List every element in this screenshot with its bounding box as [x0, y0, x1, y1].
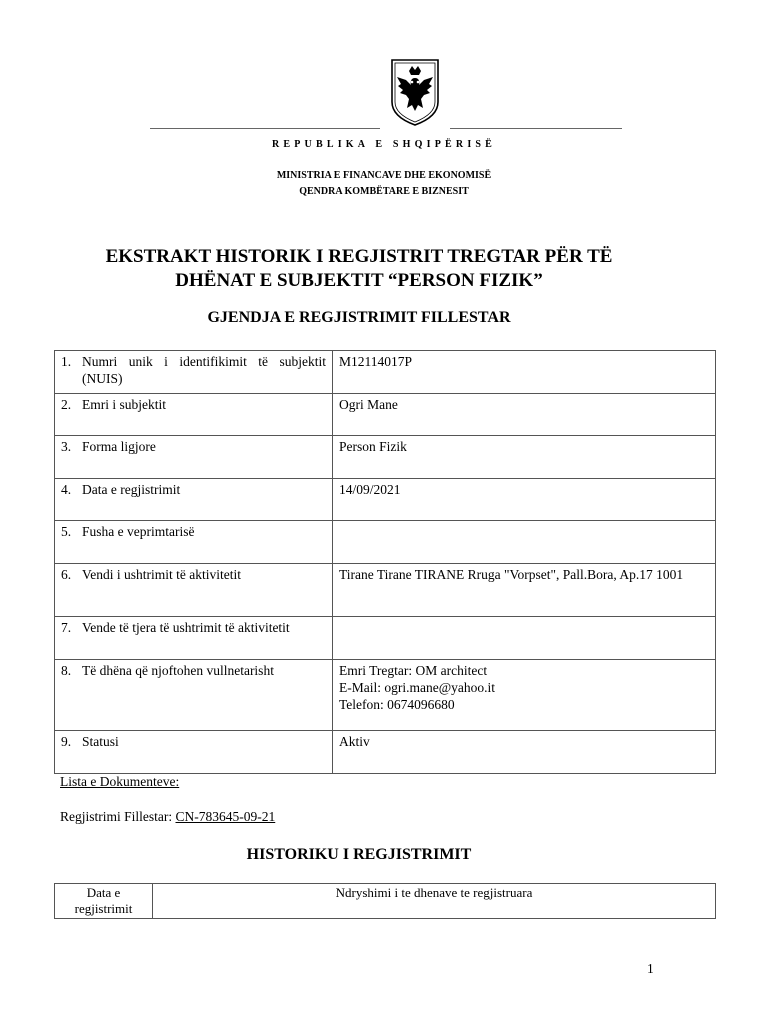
field-number: 4.: [61, 482, 72, 497]
field-value: Aktiv: [339, 734, 370, 749]
history-col-date: Data e regjistrimit: [55, 884, 153, 919]
field-label-cell: [55, 479, 333, 521]
field-number: 3.: [61, 439, 72, 454]
field-label-cell: [55, 660, 333, 731]
table-row: [55, 351, 716, 394]
table-row: [55, 617, 716, 660]
table-row: [55, 660, 716, 731]
field-value-cell: [333, 564, 716, 617]
field-value-cell: [333, 617, 716, 660]
table-row: [55, 521, 716, 564]
field-label-cell: [55, 394, 333, 436]
field-number: 9.: [61, 734, 72, 749]
ministry-name: MINISTRIA E FINANCAVE DHE EKONOMISË: [276, 170, 492, 181]
field-value-cell: [333, 731, 716, 774]
document-title: [0, 245, 718, 293]
table-row: [55, 479, 716, 521]
field-label-cell: [55, 351, 333, 394]
table-row: [55, 394, 716, 436]
field-value: Telefon: 0674096680: [339, 697, 455, 712]
document-title-line2: DHËNAT E SUBJEKTIT “PERSON FIZIK”: [175, 270, 543, 291]
field-value-cell: [333, 351, 716, 394]
field-number: 1.: [61, 354, 72, 369]
table-row: [55, 731, 716, 774]
page-number: 1: [647, 961, 654, 976]
field-value: E-Mail: ogri.mane@yahoo.it: [339, 680, 496, 695]
history-table: [54, 883, 716, 919]
table-row: [55, 564, 716, 617]
field-label: Vendi i ushtrimit të aktivitetit: [82, 567, 241, 582]
field-label: Vende të tjera të ushtrimit të aktivitetit: [82, 620, 290, 635]
header-rule-right: [450, 128, 622, 129]
field-label: Data e regjistrimit: [82, 482, 181, 497]
field-value-cell: [333, 479, 716, 521]
field-label: Numri unik i identifikimit të subjektit (NUIS): [82, 354, 326, 386]
initial-registration-line: [60, 809, 275, 825]
field-value-cell: [333, 394, 716, 436]
republika-heading: REPUBLIKA E SHQIPËRISË: [271, 139, 497, 150]
field-value: Tirane Tirane TIRANE Rruga "Vorpset", Pall.Bora, Ap.17 1001: [339, 567, 684, 582]
field-value: Ogri Mane: [339, 397, 398, 412]
business-center-name: QENDRA KOMBËTARE E BIZNESIT: [299, 186, 469, 197]
history-header-row: [55, 884, 716, 919]
field-number: 7.: [61, 620, 72, 635]
field-label-cell: [55, 521, 333, 564]
albanian-eagle-emblem-icon: [389, 58, 441, 126]
registration-table: [54, 350, 716, 774]
initial-registration-document-link[interactable]: CN-783645-09-21: [175, 809, 276, 824]
field-label: Statusi: [82, 734, 119, 749]
field-label: Fusha e veprimtarisë: [82, 524, 195, 539]
field-label-cell: [55, 564, 333, 617]
field-value: Person Fizik: [339, 439, 407, 454]
field-number: 6.: [61, 567, 72, 582]
ministry-block: [0, 168, 768, 200]
section-title-initial-registration: GJENDJA E REGJISTRIMIT FILLESTAR: [207, 309, 511, 326]
field-value: Emri Tregtar: OM architect: [339, 663, 488, 678]
field-label: Emri i subjektit: [82, 397, 166, 412]
header-rule-left: [150, 128, 380, 129]
initial-registration-label: Regjistrimi Fillestar:: [60, 809, 173, 824]
field-value: 14/09/2021: [339, 482, 401, 497]
field-label: Forma ligjore: [82, 439, 156, 454]
field-value-cell: [333, 436, 716, 479]
documents-list-label[interactable]: Lista e Dokumenteve:: [60, 774, 180, 789]
document-title-line1: EKSTRAKT HISTORIK I REGJISTRIT TREGTAR PËR TË: [105, 246, 613, 267]
table-row: [55, 436, 716, 479]
field-value: M12114017P: [339, 354, 413, 369]
field-label-cell: [55, 731, 333, 774]
field-number: 8.: [61, 663, 72, 678]
field-number: 2.: [61, 397, 72, 412]
field-label-cell: [55, 436, 333, 479]
field-value-cell: [333, 660, 716, 731]
field-number: 5.: [61, 524, 72, 539]
history-section-title: HISTORIKU I REGJISTRIMIT: [246, 846, 472, 863]
field-label: Të dhëna që njoftohen vullnetarisht: [82, 663, 274, 678]
history-col-change: Ndryshimi i te dhenave te regjistruara: [153, 884, 716, 919]
field-label-cell: [55, 617, 333, 660]
field-value-cell: [333, 521, 716, 564]
